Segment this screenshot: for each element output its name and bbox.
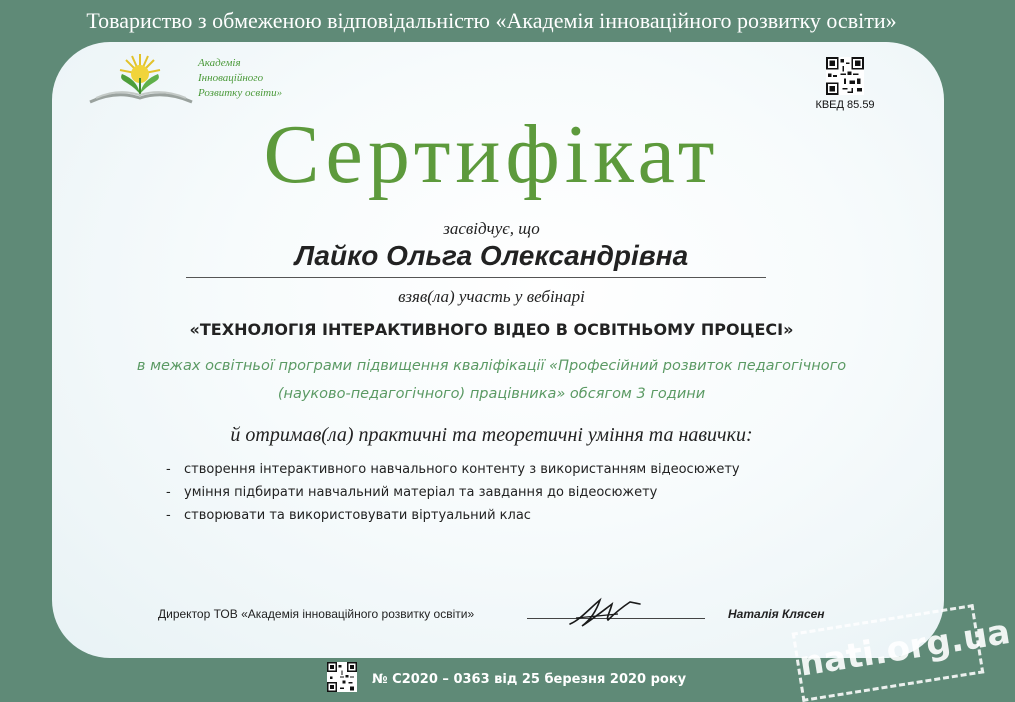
list-item [166, 458, 740, 481]
participation-text: взяв(ла) участь у вебінарі [398, 287, 585, 306]
director-title: Директор ТОВ «Академія інноваційного розвитку освіти» [158, 607, 475, 621]
certificate-title: Сертифікат [263, 108, 720, 201]
qr-code-icon [327, 662, 357, 692]
skills-heading: й отримав(ла) практичні та теоретичні уміння та навички: [230, 424, 753, 446]
certifies-text: засвідчує, що [443, 219, 540, 238]
skill-text: уміння підбирати навчальний матеріал та завдання до відеосюжету [184, 485, 658, 500]
logo-line: Академія [198, 57, 241, 69]
signature-icon [560, 590, 650, 630]
recipient-name: Лайко Ольга Олександрівна [294, 240, 689, 271]
list-item [166, 481, 740, 504]
certificate-number: № С2020 – 0363 від 25 березня 2020 року [372, 672, 687, 687]
organization-header: Товариство з обмеженою відповідальністю «Академія інноваційного розвитку освіти» [86, 8, 897, 33]
qr-code-icon [826, 57, 864, 95]
program-description [60, 352, 923, 408]
bullet-dash: - [166, 508, 171, 523]
program-line: (науково-педагогічного) працівника» обсягом 3 години [277, 386, 706, 402]
bullet-dash: - [166, 485, 171, 500]
logo-line: Інноваційного [198, 72, 264, 84]
logo-text [198, 56, 282, 101]
logo-line: Розвитку освіти» [198, 87, 283, 99]
webinar-title: «ТЕХНОЛОГІЯ ІНТЕРАКТИВНОГО ВІДЕО В ОСВІТНЬОМУ ПРОЦЕСІ» [189, 320, 794, 339]
director-name: Наталія Клясен [728, 607, 825, 621]
skill-text: створення інтерактивного навчального контенту з використанням відеосюжету [184, 462, 740, 477]
skills-list [166, 458, 740, 527]
program-line: в межах освітньої програми підвищення кваліфікації «Професійний розвиток педагогічного [136, 358, 847, 374]
skill-text: створювати та використовувати віртуальний клас [184, 508, 531, 523]
kved-code: КВЕД 85.59 [815, 99, 875, 111]
watermark-text: nati.org.ua [796, 611, 1013, 685]
list-item [166, 504, 740, 527]
bullet-dash: - [166, 462, 171, 477]
name-underline [186, 277, 766, 278]
